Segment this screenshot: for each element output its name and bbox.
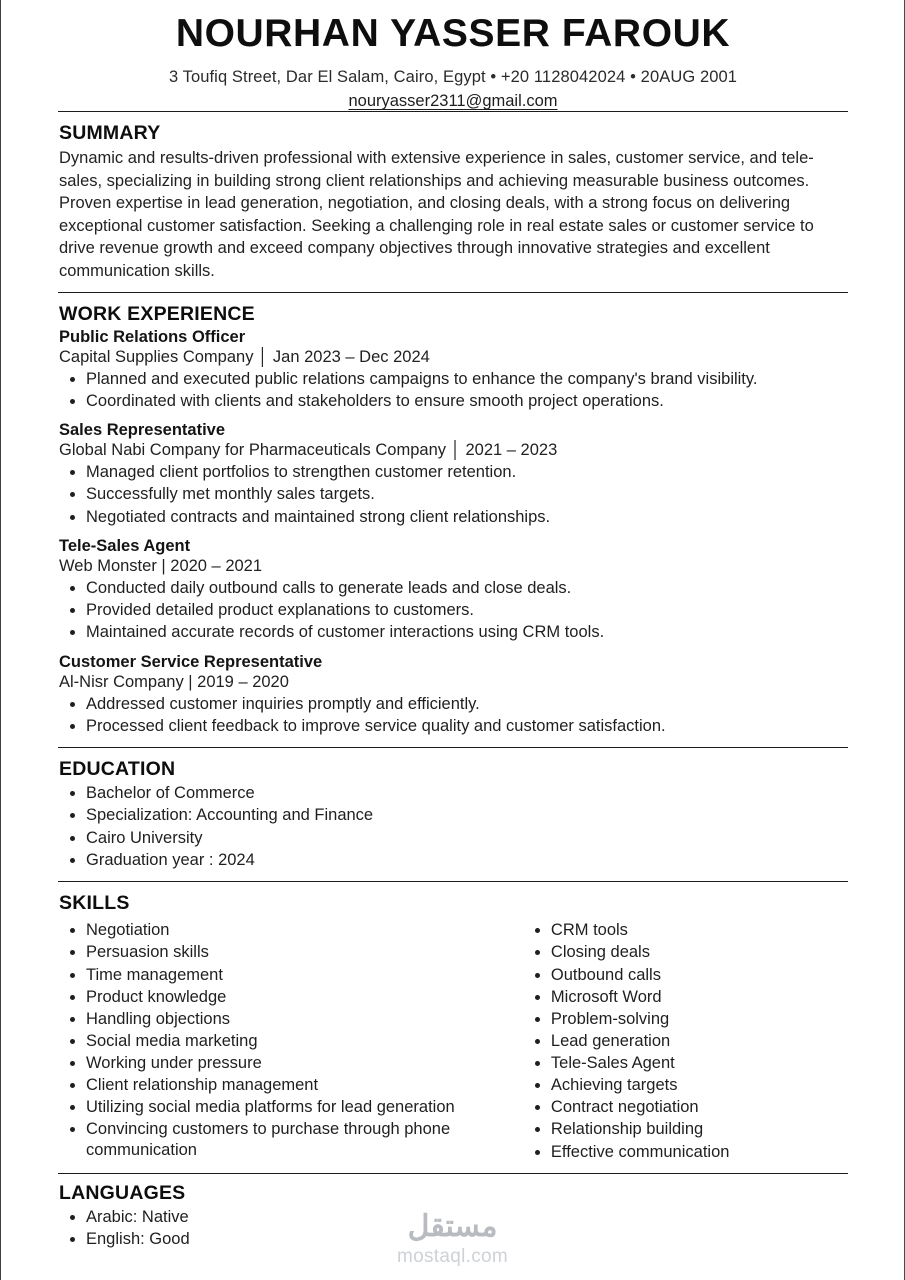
education-item: • Specialization: Accounting and Finance: [86, 805, 847, 826]
work-experience-section: [58, 293, 848, 748]
skills-heading: SKILLS: [59, 891, 130, 914]
job-company-dates: Web Monster | 2020 – 2021: [59, 557, 263, 576]
skill-item: • Persuasion skills: [86, 942, 524, 963]
education-heading: EDUCATION: [59, 758, 176, 781]
skill-item: • Convincing customers to purchase through phone communication: [86, 1119, 524, 1160]
skills-list-right: [524, 919, 847, 1164]
job-company-dates: Al-Nisr Company | 2019 – 2020: [59, 673, 289, 692]
summary-section: [58, 112, 848, 292]
watermark-arabic-logo: مستقل: [407, 1210, 498, 1243]
job-bullet: • Provided detailed product explanations to customers.: [86, 600, 847, 621]
job-bullet: • Maintained accurate records of customer interactions using CRM tools.: [86, 622, 847, 643]
job-role: Tele-Sales Agent: [59, 537, 191, 556]
education-item: • Bachelor of Commerce: [86, 783, 847, 804]
job-bullet-list: [59, 694, 847, 737]
watermark-site-name: mostaql.com: [396, 1246, 508, 1267]
skill-item: • Outbound calls: [551, 965, 847, 986]
job-bullet-list: [59, 462, 847, 527]
job-bullet-list: [59, 578, 847, 643]
skill-item: • Social media marketing: [86, 1031, 524, 1052]
job-bullet: • Addressed customer inquiries promptly and efficiently.: [86, 694, 847, 715]
skill-item: • Achieving targets: [551, 1075, 847, 1096]
job-bullet-list: [59, 369, 847, 412]
job-company-dates: Capital Supplies Company │ Jan 2023 – Dec 2024: [59, 347, 430, 366]
email-row: [58, 92, 848, 111]
work-experience-heading: WORK EXPERIENCE: [59, 302, 255, 325]
job-bullet: • Coordinated with clients and stakeholders to ensure smooth project operations.: [86, 391, 847, 412]
skill-item: • Handling objections: [86, 1009, 524, 1030]
job-bullet: • Negotiated contracts and maintained strong client relationships.: [86, 507, 847, 528]
summary-heading: SUMMARY: [59, 122, 161, 144]
skill-item: • Effective communication: [551, 1142, 847, 1163]
skills-columns: [59, 917, 847, 1164]
languages-heading: LANGUAGES: [59, 1181, 186, 1204]
email-link[interactable]: nouryasser2311@gmail.com: [348, 92, 558, 110]
education-list: [59, 783, 847, 870]
candidate-name: NOURHAN YASSER FAROUK: [175, 12, 731, 55]
job-entry: [59, 421, 847, 527]
skill-item: • Tele-Sales Agent: [551, 1053, 847, 1074]
skill-item: • Negotiation: [86, 920, 524, 941]
skill-item: • Product knowledge: [86, 987, 524, 1008]
language-item: • Arabic: Native: [86, 1207, 847, 1228]
summary-text: Dynamic and results-driven professional with extensive experience in sales, customer service, and tele-sales, specializing in building strong client relationships and achieving measurable business outcomes. Proven expertise in lead generation, negotiation, and closing deals, with a strong focus on delivering exceptional customer satisfaction. Seeking a challenging role in real estate sales or customer service to drive revenue growth and exceed company objectives through innovative strategies and excellent communication skills.: [59, 149, 814, 280]
skills-section: [58, 882, 848, 1173]
education-item: • Cairo University: [86, 828, 847, 849]
job-bullet: • Planned and executed public relations campaigns to enhance the company's brand visibility.: [86, 369, 847, 390]
resume-header: [58, 12, 848, 111]
skill-item: • Contract negotiation: [551, 1097, 847, 1118]
education-section: [58, 748, 848, 881]
job-entry: [59, 653, 847, 737]
skill-item: • Lead generation: [551, 1031, 847, 1052]
skill-item: • CRM tools: [551, 920, 847, 941]
skill-item: • Problem-solving: [551, 1009, 847, 1030]
skill-item: • Relationship building: [551, 1119, 847, 1140]
job-role: Sales Representative: [59, 421, 226, 440]
contact-line: 3 Toufiq Street, Dar El Salam, Cairo, Egypt • +20 1128042024 • 20AUG 2001: [168, 68, 738, 86]
job-entry: [59, 328, 847, 412]
languages-section: [58, 1174, 848, 1260]
skill-item: • Microsoft Word: [551, 987, 847, 1008]
job-role: Public Relations Officer: [59, 327, 246, 346]
job-entry: [59, 537, 847, 643]
job-role: Customer Service Representative: [59, 653, 323, 672]
skill-item: • Closing deals: [551, 942, 847, 963]
job-bullet: • Conducted daily outbound calls to generate leads and close deals.: [86, 578, 847, 599]
job-company-dates: Global Nabi Company for Pharmaceuticals Company │ 2021 – 2023: [59, 441, 558, 460]
education-item: • Graduation year : 2024: [86, 850, 847, 871]
skill-item: • Utilizing social media platforms for lead generation: [86, 1097, 524, 1118]
skill-item: • Client relationship management: [86, 1075, 524, 1096]
job-bullet: • Successfully met monthly sales targets.: [86, 484, 847, 505]
skills-list-left: [59, 919, 524, 1164]
job-bullet: • Processed client feedback to improve service quality and customer satisfaction.: [86, 716, 847, 737]
language-item: • English: Good: [86, 1229, 847, 1250]
skill-item: • Working under pressure: [86, 1053, 524, 1074]
skill-item: • Time management: [86, 965, 524, 986]
job-bullet: • Managed client portfolios to strengthen customer retention.: [86, 462, 847, 483]
languages-list: [59, 1207, 847, 1250]
